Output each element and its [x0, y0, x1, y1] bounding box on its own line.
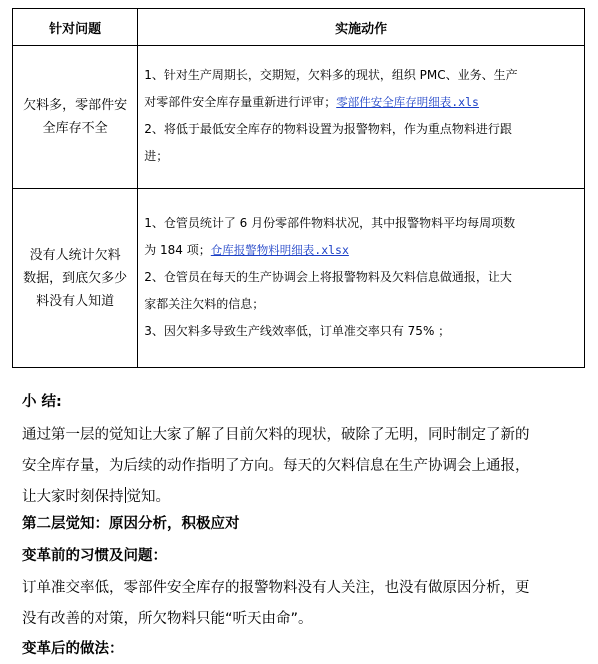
problem-line: 数据，到底欠多少 [23, 270, 128, 286]
header-problem: 针对问题 [13, 9, 138, 46]
action-line: 家都关注欠料的信息； [144, 296, 265, 311]
header-action: 实施动作 [138, 9, 585, 46]
summary-text: 觉知。 [126, 489, 170, 505]
file-link-safety-stock[interactable]: 零部件安全库存明细表.xls [336, 95, 479, 109]
subsection-heading-before: 变革前的习惯及问题： [22, 548, 167, 564]
paragraph-line: 没有改善的对策，所欠物料只能“听天由命”。 [22, 611, 313, 627]
action-line: 进； [144, 149, 169, 163]
action-text: 对零部件安全库存量重新进行评审； [144, 95, 337, 109]
action-line [144, 89, 578, 116]
issues-actions-table [12, 8, 585, 368]
paragraph-line: 订单准交率低，零部件安全库存的报警物料没有人关注，也没有做原因分析，更 [22, 580, 530, 596]
subsection-heading-after: 变革后的做法： [22, 641, 124, 657]
action-line: 1、针对生产周期长，交期短，欠料多的现状，组织 PMC、业务、生产 [144, 68, 518, 82]
action-line: 3、因欠料多导致生产线效率低，订单准交率只有 75% ； [144, 323, 451, 338]
summary-heading: 小 结: [22, 394, 62, 410]
action-text: 为 184 项； [144, 242, 211, 257]
problem-cell [13, 189, 138, 368]
before-paragraph [22, 573, 582, 635]
summary-line: 通过第一层的觉知让大家了解了目前欠料的现状，破除了无明，同时制定了新的 [22, 427, 530, 443]
section-heading: 第二层觉知：原因分析，积极应对 [22, 516, 240, 532]
action-line: 2、将低于最低安全库存的物料设置为报警物料，作为重点物料进行跟 [144, 122, 512, 136]
summary-paragraph [22, 420, 582, 513]
summary-line: 安全库存量，为后续的动作指明了方向。每天的欠料信息在生产协调会上通报， [22, 458, 530, 474]
action-line [144, 237, 578, 264]
summary-line [22, 482, 582, 513]
text-cursor [125, 487, 126, 503]
table-row [13, 189, 585, 368]
table-row [13, 46, 585, 189]
action-cell [138, 189, 585, 368]
action-line: 1、仓管员统计了 6 月份零部件物料状况，其中报警物料平均每周项数 [144, 215, 516, 230]
file-link-alarm-materials[interactable]: 仓库报警物料明细表.xlsx [210, 242, 349, 257]
problem-line: 没有人统计欠料 [29, 247, 121, 263]
table-header-row [13, 9, 585, 46]
problem-line: 欠料多，零部件安 [23, 98, 128, 113]
action-cell [138, 46, 585, 189]
summary-text: 让大家时刻保持 [22, 489, 124, 505]
problem-line: 料没有人知道 [36, 293, 115, 309]
problem-line: 全库存不全 [42, 121, 108, 136]
action-line: 2、仓管员在每天的生产协调会上将报警物料及欠料信息做通报，让大 [144, 269, 512, 284]
problem-cell [13, 46, 138, 189]
